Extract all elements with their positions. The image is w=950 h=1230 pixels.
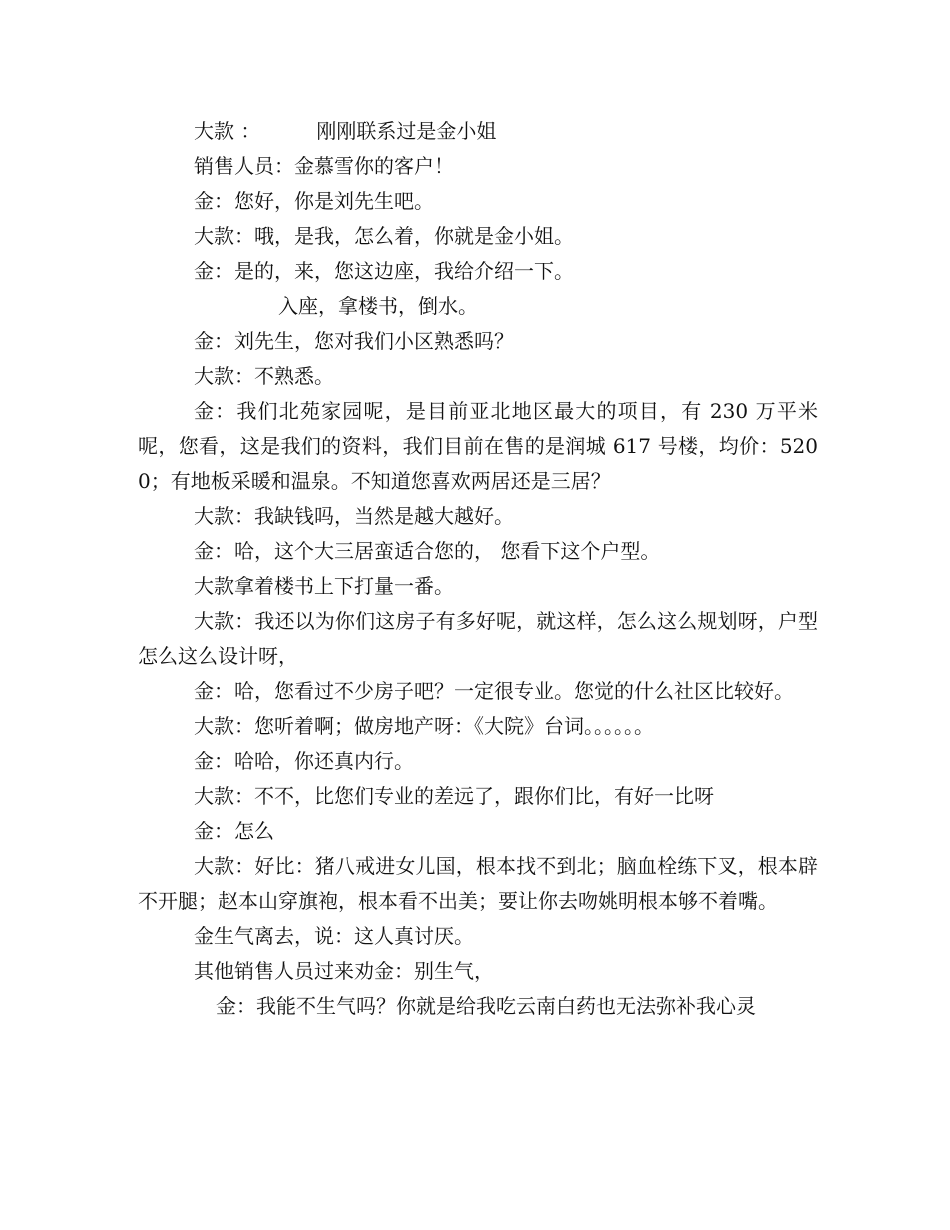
script-line-14: 金：哈，您看过不少房子吧？一定很专业。您觉的什么社区比较好。 [194, 679, 794, 703]
script-text [138, 114, 818, 1024]
speaker-label: 大款 ： [194, 119, 261, 143]
script-line-15: 大款：您听着啊；做房地产呀：《大院》台词。。。。。。 [194, 714, 654, 738]
script-line-22: 金：我能不生气吗？你就是给我吃云南白药也无法弥补我心灵 [216, 994, 756, 1018]
script-line-20: 金生气离去，说：这人真讨厌。 [194, 924, 474, 948]
script-line-1 [138, 114, 818, 149]
script-line-10: 大款：我缺钱吗，当然是越大越好。 [194, 504, 514, 528]
script-line-2: 销售人员：金慕雪你的客户！ [194, 154, 454, 178]
script-line-9: 金：我们北苑家园呢，是目前亚北地区最大的项目，有 230 万平米呢，您看，这是我们的资料，我们目前在售的是润城 617 号楼，均价：5200；有地板采暖和温泉。不知道您喜欢两居还是三居？ [138, 399, 818, 493]
script-line-16: 金：哈哈，你还真内行。 [194, 749, 414, 773]
script-line-5: 金：是的，来，您这边座，我给介绍一下。 [194, 259, 574, 283]
script-line-19: 大款：好比：猪八戒进女儿国，根本找不到北；脑血栓练下叉，根本辟不开腿；赵本山穿旗袍，根本看不出美；要让你去吻姚明根本够不着嘴。 [138, 854, 818, 913]
line-text: 刚刚联系过是金小姐 [316, 119, 497, 143]
script-line-17: 大款：不不，比您们专业的差远了，跟你们比，有好一比呀 [194, 784, 714, 808]
stage-direction: 入座，拿楼书，倒水。 [278, 294, 478, 318]
script-line-4: 大款：哦，是我，怎么着，你就是金小姐。 [194, 224, 574, 248]
script-line-3: 金：您好，你是刘先生吧。 [194, 189, 434, 213]
script-line-7: 金：刘先生，您对我们小区熟悉吗？ [194, 329, 514, 353]
script-line-13: 大款：我还以为你们这房子有多好呢，就这样，怎么这么规划呀，户型怎么这么设计呀， [138, 609, 818, 668]
script-line-11: 金：哈，这个大三居蛮适合您的， 您看下这个户型。 [194, 539, 661, 563]
script-line-18: 金：怎么 [194, 819, 274, 843]
script-line-12: 大款拿着楼书上下打量一番。 [194, 574, 454, 598]
script-line-8: 大款：不熟悉。 [194, 364, 334, 388]
script-line-21: 其他销售人员过来劝金：别生气， [194, 959, 494, 983]
